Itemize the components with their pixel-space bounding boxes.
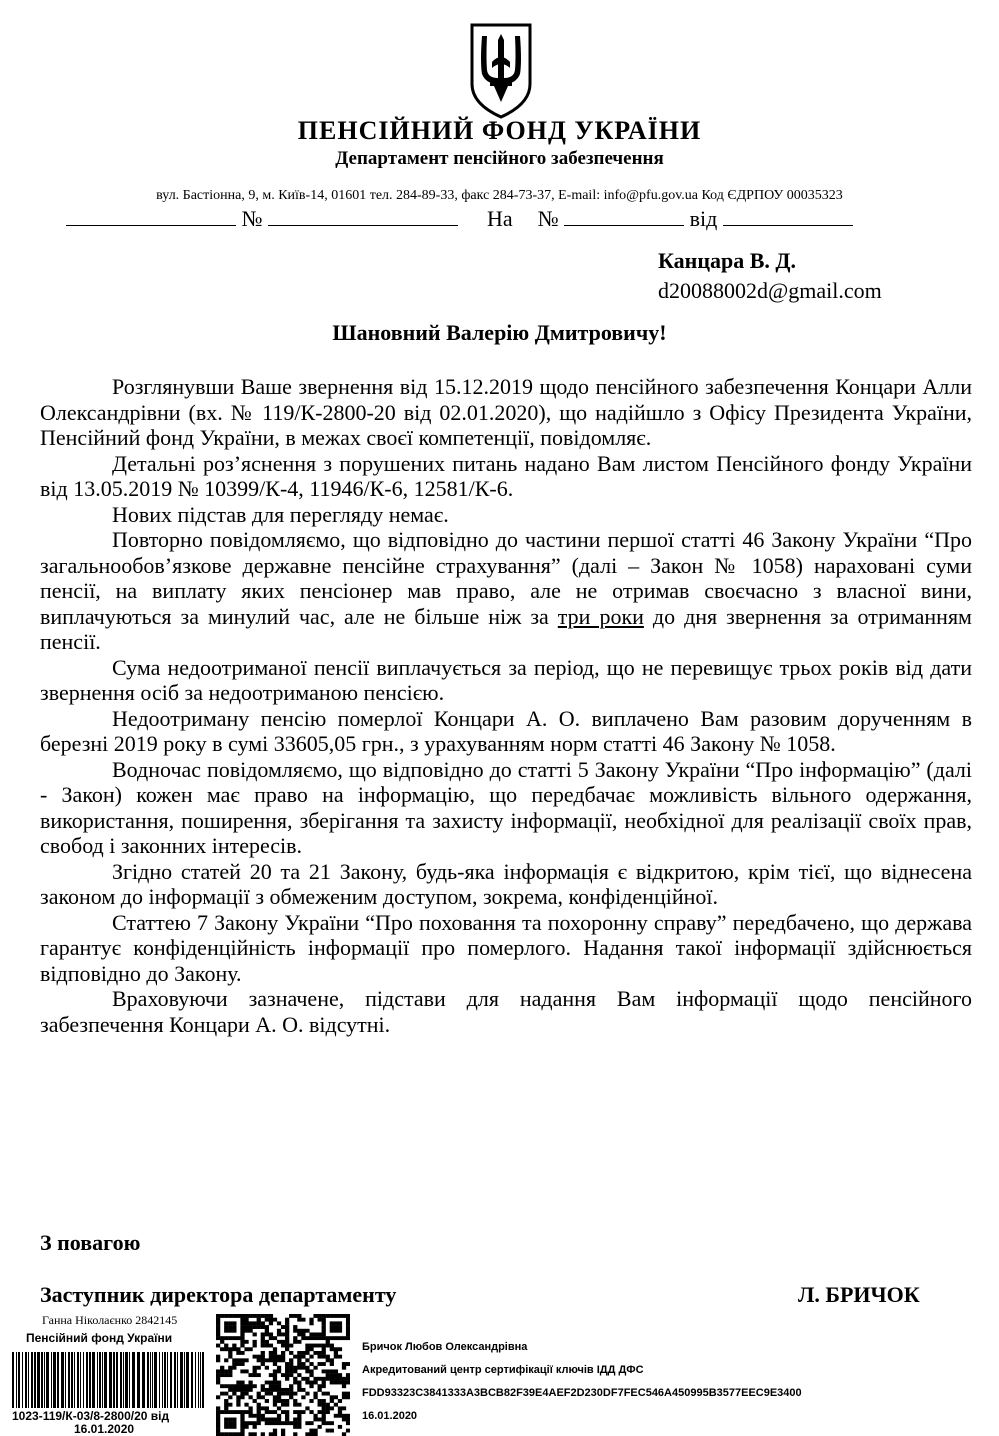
reg-on-label: На <box>487 206 513 231</box>
reg-date-label: від <box>689 206 718 231</box>
reg-on-number-label: № <box>537 206 559 231</box>
paragraph: Розглянувши Ваше звернення від 15.12.2019 щодо пенсійного забезпечення Концари Алли Олександрівни (вх. № 119/К-2800-20 від 02.01.2020), що надійшло з Офісу Президента України, Пенсійний фонд України, в межах своєї компетенції, повідомляє. <box>40 374 972 450</box>
paragraph: Враховуючи зазначене, підстави для надання Вам інформації щодо пенсійного забезпечення Концари А. О. відсутні. <box>40 986 972 1037</box>
esign-signer-name: Бричок Любов Олександрівна <box>362 1341 528 1353</box>
paragraph: Недоотриману пенсію померлої Концари А. О. виплачено Вам разовим дорученням в березні 2019 року в сумі 33605,05 грн., з урахуванням норм статті 46 Закону № 1058. <box>40 705 972 756</box>
esign-certificate-center: Акредитований центр сертифікації ключів ІДД ДФС <box>362 1364 644 1376</box>
organization-address: вул. Бастіонна, 9, м. Київ-14, 01601 тел. 284-89-33, факс 284-73-37, E-mail: info@pfu.gov.ua Код ЄДРПОУ 00035323 <box>156 188 843 203</box>
barcode-image <box>10 1352 206 1408</box>
department-name: Департамент пенсійного забезпечення <box>335 148 664 169</box>
incoming-number-blank <box>564 205 684 226</box>
author-organization: Пенсійний фонд України <box>26 1331 173 1345</box>
paragraph: Водночас повідомляємо, що відповідно до статті 5 Закону України “Про інформацію” (далі - Закон) кожен має право на інформацію, що передбачає можливість вільного одержання, використання, поширення, зберігання та захисту інформації, необхідної для реалізації своїх прав, свобод і законних інтересів. <box>40 756 972 858</box>
paragraph: Статтею 7 Закону України “Про поховання та похоронну справу” передбачено, що держава гарантує конфіденційність інформації про померлого. Надання такої інформації здійснюється відповідно до Закону. <box>40 909 972 986</box>
esign-date: 16.01.2020 <box>362 1410 418 1422</box>
paragraph: Згідно статей 20 та 21 Закону, будь-яка інформація є відкритою, крім тієї, що віднесена законом до інформації з обмеженим доступом, зокрема, конфіденційної. <box>40 858 972 909</box>
barcode-date: 16.01.2020 <box>74 1422 135 1436</box>
underlined-term: три роки <box>557 603 644 629</box>
author-info: Ганна Ніколаєнко 2842145 <box>42 1313 178 1327</box>
coat-of-arms-icon <box>468 22 534 120</box>
letter-body <box>40 374 972 1037</box>
organization-name: ПЕНСІЙНИЙ ФОНД УКРАЇНИ <box>297 116 702 145</box>
recipient-email: d20088002d@gmail.com <box>658 278 882 303</box>
esign-hash: FDD93323C3841333A3BCB82F39E4AEF2D230DF7FEC546A450995B3577EEC9E3400 <box>362 1387 802 1399</box>
paragraph: Нових підстав для перегляду немає. <box>112 501 449 527</box>
outgoing-date-blank <box>66 205 236 226</box>
incoming-date-blank <box>723 205 853 226</box>
paragraph: Детальні роз’яснення з порушених питань надано Вам листом Пенсійного фонду України від 13.05.2019 № 10399/К-4, 11946/К-6, 12581/К-6. <box>40 450 972 501</box>
paragraph: Сума недоотриманої пенсії виплачується за період, що не перевищує трьох років від дати звернення осіб за недоотриманою пенсією. <box>40 654 972 705</box>
recipient-name: Канцара В. Д. <box>658 248 797 273</box>
barcode-number: 1023-119/К-03/8-2800/20 від <box>12 1409 170 1423</box>
registration-line <box>66 205 853 232</box>
reg-no-label: № <box>241 206 263 231</box>
signer-name: Л. БРИЧОК <box>798 1282 920 1307</box>
qr-code-image <box>216 1314 350 1436</box>
recipient-block <box>658 246 882 306</box>
outgoing-number-blank <box>268 205 458 226</box>
greeting: Шановний Валерію Дмитровичу! <box>332 320 667 345</box>
closing-regards: З повагою <box>40 1230 141 1255</box>
signer-position: Заступник директора департаменту <box>40 1282 397 1307</box>
paragraph: Повторно повідомляємо, що відповідно до частини першої статті 46 Закону України “Про загальнообов’язкове державне пенсійне страхування” (далі – Закон № 1058) нараховані суми пенсії, на виплату яких пенсіонер мав право, але не отримав своєчасно з власної вини, виплачуються за минулий час, але не більше ніж за три роки до дня звернення за отриманням пенсії. <box>40 527 972 654</box>
